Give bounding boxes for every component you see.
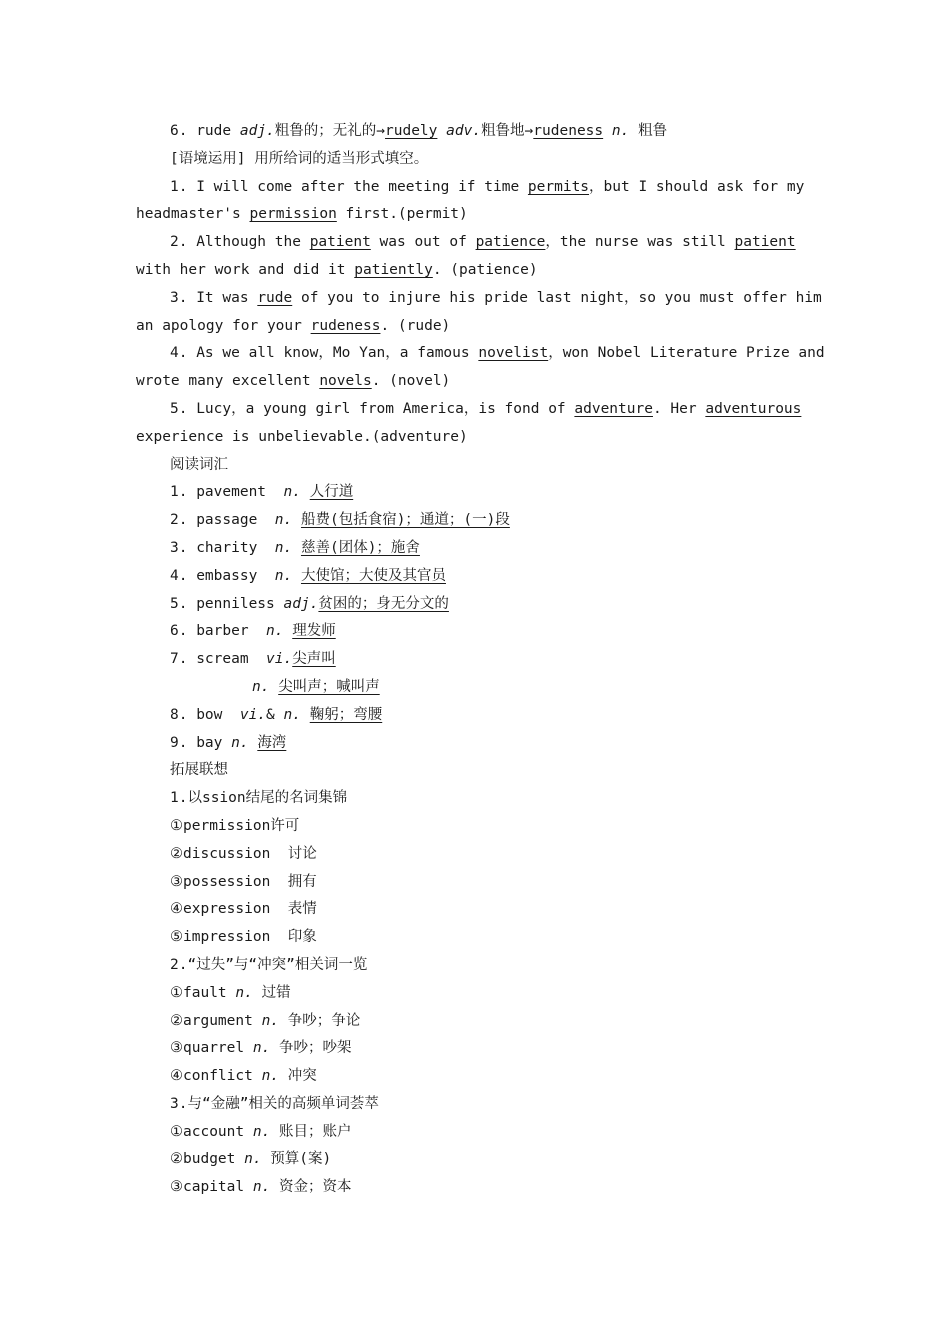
part-of-speech: adv. — [446, 123, 482, 139]
expand-association-header: 拓展联想 — [170, 762, 228, 779]
vocab-item-sub — [136, 674, 816, 702]
item-number: 6. — [170, 123, 188, 139]
group-title: 3.与“金融”相关的高频单词荟萃 — [170, 1095, 379, 1112]
part-of-speech: n. — [252, 1179, 271, 1196]
vocab-item: 9. bay n. 海湾 — [170, 734, 287, 751]
vocab-item: 5. penniless adj.贫困的；身无分文的 — [170, 595, 449, 612]
exercise-3-line-1: 3. It was rude of you to injure his pride last night，so you must offer him — [170, 289, 822, 306]
headword: rude — [196, 123, 232, 139]
answer: 船费(包括食宿)；通道；(一)段 — [300, 512, 510, 529]
list-item: ③quarrel n. 争吵；吵架 — [170, 1040, 352, 1057]
exercise-4-line-1: 4. As we all know，Mo Yan，a famous novelist，won Nobel Literature Prize and — [170, 345, 825, 362]
list-item: ③capital n. 资金；资本 — [170, 1179, 352, 1196]
answer: patience — [475, 234, 546, 251]
vocab-item: 8. bow vi.& n. 鞠躬；弯腰 — [170, 706, 383, 723]
answer: patient — [734, 234, 796, 251]
part-of-speech: n. — [611, 123, 630, 139]
document-content — [136, 118, 825, 1202]
part-of-speech: n. — [252, 1123, 271, 1140]
part-of-speech: n. — [261, 1068, 280, 1085]
answer: adventure — [574, 400, 653, 417]
part-of-speech: vi. — [239, 706, 267, 723]
answer: patiently — [354, 261, 433, 278]
answer: 贫困的；身无分文的 — [318, 595, 449, 612]
list-item: ②budget n. 预算(案) — [170, 1151, 332, 1168]
answer: rude — [257, 289, 293, 306]
answer: novelist — [478, 345, 549, 362]
rude-word-family — [136, 118, 816, 146]
answer: 尖叫声；喊叫声 — [278, 678, 380, 695]
part-of-speech: n. — [266, 623, 284, 640]
vocab-item: 7. scream vi.尖声叫 — [170, 651, 336, 668]
answer: 人行道 — [309, 484, 354, 501]
answer: 慈善(团体)；施舍 — [300, 539, 420, 556]
part-of-speech: n. — [261, 1012, 280, 1029]
part-of-speech: n. — [252, 1040, 271, 1057]
list-item: ②discussion 讨论 — [170, 845, 317, 862]
context-usage-header: [语境运用] 用所给词的适当形式填空。 — [170, 150, 429, 167]
part-of-speech: adj. — [239, 123, 275, 139]
definition: 粗鲁地→ — [481, 123, 534, 139]
answer: permits — [527, 178, 590, 195]
exercise-1-line-1: 1. I will come after the meeting if time permits，but I should ask for my — [170, 178, 805, 195]
definition: 粗鲁 — [638, 123, 668, 139]
answer: 海湾 — [257, 734, 287, 751]
list-item: ①permission许可 — [170, 817, 300, 834]
answer: 尖声叫 — [292, 651, 336, 668]
part-of-speech: n. — [274, 512, 293, 529]
part-of-speech: n. — [283, 484, 301, 501]
list-item: ③possession 拥有 — [170, 873, 317, 890]
answer: 理发师 — [292, 623, 336, 640]
answer: 大使馆；大使及其官员 — [300, 567, 446, 584]
exercise-4-line-2: wrote many excellent novels. (novel) — [136, 373, 451, 390]
exercise-3-line-2: an apology for your rudeness. (rude) — [136, 317, 451, 334]
list-item: ①fault n. 过错 — [170, 984, 291, 1001]
part-of-speech: n. — [274, 539, 293, 556]
reading-vocab-header: 阅读词汇 — [170, 456, 228, 473]
part-of-speech: n. — [244, 1151, 262, 1168]
list-item: ①account n. 账目；账户 — [170, 1123, 352, 1140]
vocab-item: 3. charity n. 慈善(团体)；施舍 — [170, 539, 420, 556]
answer: rudely — [385, 123, 438, 139]
part-of-speech: n. — [235, 984, 253, 1001]
part-of-speech: n. — [231, 734, 249, 751]
definition: 粗鲁的；无礼的→ — [274, 123, 386, 139]
exercise-5-line-1: 5. Lucy，a young girl from America，is fond of adventure. Her adventurous — [170, 400, 802, 417]
vocab-item: 1. pavement n. 人行道 — [170, 484, 354, 501]
answer: rudeness — [533, 123, 604, 139]
part-of-speech: n. — [252, 678, 270, 695]
exercise-2-line-1: 2. Although the patient was out of patience，the nurse was still patient — [170, 234, 796, 251]
part-of-speech: n. — [283, 706, 301, 723]
list-item: ④expression 表情 — [170, 901, 317, 918]
list-item: ②argument n. 争吵；争论 — [170, 1012, 361, 1029]
group-title: 1.以ssion结尾的名词集锦 — [170, 790, 348, 807]
part-of-speech: vi. — [266, 651, 293, 668]
vocab-item: 2. passage n. 船费(包括食宿)；通道；(一)段 — [170, 512, 510, 529]
answer: patient — [309, 234, 371, 251]
list-item: ⑤impression 印象 — [170, 929, 317, 946]
vocab-item: 6. barber n. 理发师 — [170, 623, 336, 640]
answer: adventurous — [705, 400, 802, 417]
part-of-speech: n. — [274, 567, 293, 584]
answer: novels — [319, 373, 372, 390]
group-title: 2.“过失”与“冲突”相关词一览 — [170, 956, 368, 973]
exercise-1-line-2: headmaster's permission first.(permit) — [136, 206, 468, 223]
exercise-2-line-2: with her work and did it patiently. (patience) — [136, 261, 538, 278]
answer: permission — [249, 206, 337, 223]
list-item: ④conflict n. 冲突 — [170, 1068, 317, 1085]
answer: 鞠躬；弯腰 — [309, 706, 383, 723]
answer: rudeness — [310, 317, 381, 334]
vocab-item: 4. embassy n. 大使馆；大使及其官员 — [170, 567, 446, 584]
exercise-5-line-2: experience is unbelievable.(adventure) — [136, 428, 468, 445]
part-of-speech: adj. — [283, 595, 319, 612]
